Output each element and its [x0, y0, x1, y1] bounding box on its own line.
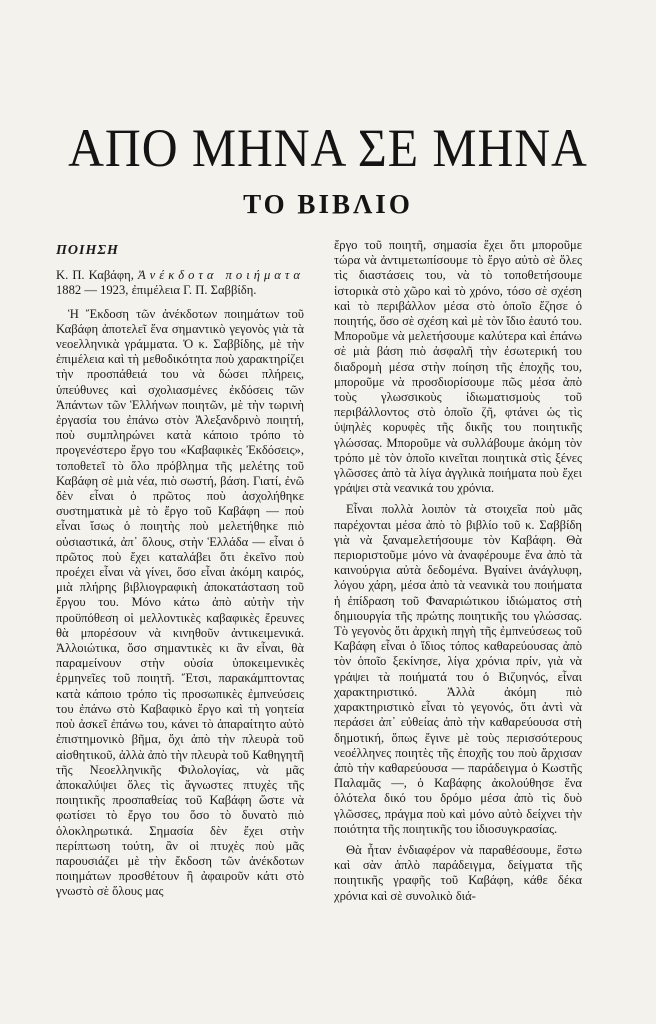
- page-title: ΑΠΟ ΜΗΝΑ ΣΕ ΜΗΝΑ: [68, 118, 588, 178]
- article-paragraph: ἔργο τοῦ ποιητῆ, σημασία ἔχει ὅτι μποροῦμε τώρα νὰ ἀντιμετωπίσουμε τὸ ἔργο αὐτὸ σὲ ὅλες τὶς διαστάσεις του, νὰ τὸ τοποθετήσουμε ἱστορικὰ στὸ χῶρο καὶ τὸ χρόνο, τόσο σὲ σχέση καὶ τὸ περιβάλλον μέσα στὸ ὁποῖο ἔζησε ὁ ποιητής, ὅσο σὲ σχέση καὶ μὲ τὸν ἴδιο ἑαυτό του. Μποροῦμε νὰ μελετήσουμε καλύτερα καὶ ἐπάνω σὲ μιὰ βάση πιὸ ἀσφαλῆ τὴν ἐσωτερική του διαδρομὴ μέσα στὴν ποίηση τῆς ἐποχῆς του, μποροῦμε νὰ προσδιορίσουμε πῶς μέσα ἀπὸ τοὺς γλωσσικοὺς ἰδιωματισμοὺς τοῦ περιβάλλοντος στὸ ὁποῖο ζῆ, φτάνει ὡς τὶς ὑψηλὲς κορυφὲς τῆς δικῆς του ποιητικῆς γλώσσας. Μποροῦμε νὰ συλλάβουμε ἀκόμη τὸν τρόπο μὲ τὸν ὁποῖο κινεῖται ποιητικὰ στὶς ξένες γλῶσσες ἀπὸ τὰ λίγα ἀγγλικὰ ποιήματα ποὺ ἔχει γράψει στὰ νεανικά του χρόνια.: [334, 238, 582, 496]
- section-heading: ΠΟΙΗΣΗ: [56, 243, 119, 258]
- right-column: [334, 238, 582, 910]
- book-author: Κ. Π. Καβάφη,: [56, 268, 138, 283]
- book-title: Ἀνέκδοτα ποιήματα: [137, 268, 304, 283]
- article-paragraph: Ἡ Ἔκδοση τῶν ἀνέκδοτων ποιημάτων τοῦ Καβάφη ἀποτελεῖ ἕνα σημαντικὸ γεγονὸς γιὰ τὰ νεοελληνικὰ γράμματα. Ὁ κ. Σαββίδης, μὲ τὴν ἐπιμέλεια καὶ τὴ μεθοδικότητα ποὺ χαρακτηρίζει τὴν προσπάθειά του νὰ δώσει πλήρεις, ὑπεύθυνες καὶ σχολιασμένες ἐκδόσεις τῶν Ἁπάντων τῶν Ἑλλήνων ποιητῶν, μὲ τὴν τωρινὴ ἐργασία του ἐπάνω στὸν Ἀλεξανδρινὸ ποιητή, ποὺ συμπληρώνει κατὰ κάποιο τρόπο τὸ προγενέστερο ἔργο του «Καβαφικὲς Ἐκδόσεις», τοποθετεῖ τὸ ὅλο πρόβλημα τῆς μελέτης τοῦ Καβάφη σὲ μιὰ νέα, πιὸ σωστή, βάση. Γιατί, ἐνῶ δὲν εἶναι ὁ πρῶτος ποὺ ἀσχολήθηκε συστηματικὰ μὲ τὸ ἔργο τοῦ Καβάφη — ποὺ εἶναι ἴσως ὁ ποιητὴς ποὺ μελετήθηκε πιὸ οὐσιαστικά, ἀπ᾽ ὅλους, στὴν Ἑλλάδα — εἶναι ὁ πρῶτος ποὺ ἔχει καταλάβει ὅτι ἐκεῖνο ποὺ προέχει εἶναι νὰ γίνει, ὅσο εἶναι ἀκόμη καιρός, μιὰ πλήρης βιβλιογραφικὴ ἀποκατάσταση τοῦ ἔργου του. Μόνο κάτω ἀπὸ αὐτὴν τὴν προϋπόθεση οἱ μελλοντικὲς καβαφικὲς ἔρευνες θὰ μπορέσουν νὰ κινηθοῦν ἀντικειμενικά. Ἀλλοιώτικα, ὅσο σημαντικὲς κι ἂν εἶναι, θὰ παραμείνουν στὴν οὐσία ὑποκειμενικὲς ἑρμηνεῖες τοῦ ποιητῆ. Ἔτσι, παρακάμπτοντας κατὰ κάποιο τρόπο τὶς προσωπικὲς ἐμπνεύσεις του ἐπάνω στὸ Καβαφικὸ ἔργο καὶ τὴ γοητεία ποὺ ἀσκεῖ ἐπάνω του, κάνει τὸ ἀπαραίτητο αὐτὸ ἐπιστημονικὸ βῆμα, ὄχι ἀπὸ τὴν πλευρὰ τοῦ αἰσθητικοῦ, ἀλλὰ ἀπὸ τὴν πλευρὰ τοῦ Καθηγητῆ τῆς Νεοελληνικῆς Φιλολογίας, νὰ μᾶς ἀποκαλύψει ὅλες τὶς ἄγνωστες πτυχὲς τῆς ποιητικῆς προσπαθείας τοῦ Καβάφη ὥστε νὰ φωτίσει τὸ ἔργο του ὅσο τὸ δυνατὸ πιὸ ὁλοκληρωτικά. Σημασία δὲν ἔχει στὴν περίπτωση τούτη, ἂν οἱ πτυχὲς ποὺ μᾶς παρουσιάζει μὲ τὴν ἔκδοση τῶν ἀνέκδοτων ποιημάτων προσθέτουν ἢ ἀφαιροῦν κάτι στὸ γνωστὸ σὲ ὅλους μας: [56, 306, 304, 899]
- article-paragraph: Εἶναι πολλὰ λοιπὸν τὰ στοιχεῖα ποὺ μᾶς παρέχονται μέσα ἀπὸ τὸ βιβλίο τοῦ κ. Σαββίδη γιὰ νὰ ξαναμελετήσουμε τὸν Καβάφη. Θὰ περιοριστοῦμε μόνο νὰ ἀναφέρουμε ἕνα ἀπὸ τὰ καινούργια αὐτὰ δεδομένα. Βγαίνει ἀνάγλυφη, λόγου χάρη, μέσα ἀπὸ τὰ νεανικὰ του ποιήματα ἡ ἐπίδραση τοῦ Φαναριώτικου ἰδιώματος στὴ δημιουργία τῆς πρώτης ποιητικῆς του γλώσσας. Τὸ γεγονὸς ὅτι ἀρχικὴ πηγὴ τῆς ἐμπνεύσεως τοῦ Καβάφη εἶναι ὁ ἴδιος τόπος καθαρεύουσας ἀπὸ τὸν ὁποῖο ξεκίνησε, λίγα χρόνια πρίν, γιὰ νὰ γράψει τὰ ποιήματά του ὁ Βιζυηνός, εἶναι χαρακτηριστικό. Ἀλλὰ ἀκόμη πιὸ χαρακτηριστικὸ εἶναι τὸ γεγονός, ὅτι ἀντὶ νὰ περάσει ἀπ᾽ εὐθείας ἀπὸ τὴν καθαρεύουσα στὴ δημοτική, ὅπως ἔγινε μὲ τοὺς περισσότερους νεοέλληνες ποιητὲς τῆς ἐποχῆς του ποὺ ἄρχισαν ἀπὸ τὴν καθαρεύουσα — παράδειγμα ὁ Κωστῆς Παλαμᾶς —, ὁ Καβάφης ἀκολούθησε ἕνα ὁλότελα δικό του δρόμο μέσα ἀπὸ τὶς δυὸ γλῶσσες, πράγμα ποὺ καὶ μόνο αὐτὸ δείχνει τὴν ποιότητα τῆς ποιητικῆς του ἰδιοσυγκρασίας.: [334, 502, 582, 836]
- book-reference: [56, 268, 304, 298]
- left-column: [56, 243, 304, 906]
- page-subtitle: ΤΟ ΒΙΒΛΙΟ: [243, 189, 413, 219]
- book-details: 1882 — 1923, ἐπιμέλεια Γ. Π. Σαββίδη.: [56, 283, 257, 298]
- article-paragraph: Θὰ ἦταν ἐνδιαφέρον νὰ παραθέσουμε, ἔστω καὶ σὰν ἁπλὸ παράδειγμα, δείγματα τῆς ποιητικῆς γραφῆς τοῦ Καβάφη, κάθε δέκα χρόνια καὶ σὲ συνολικὸ διά-: [334, 842, 582, 903]
